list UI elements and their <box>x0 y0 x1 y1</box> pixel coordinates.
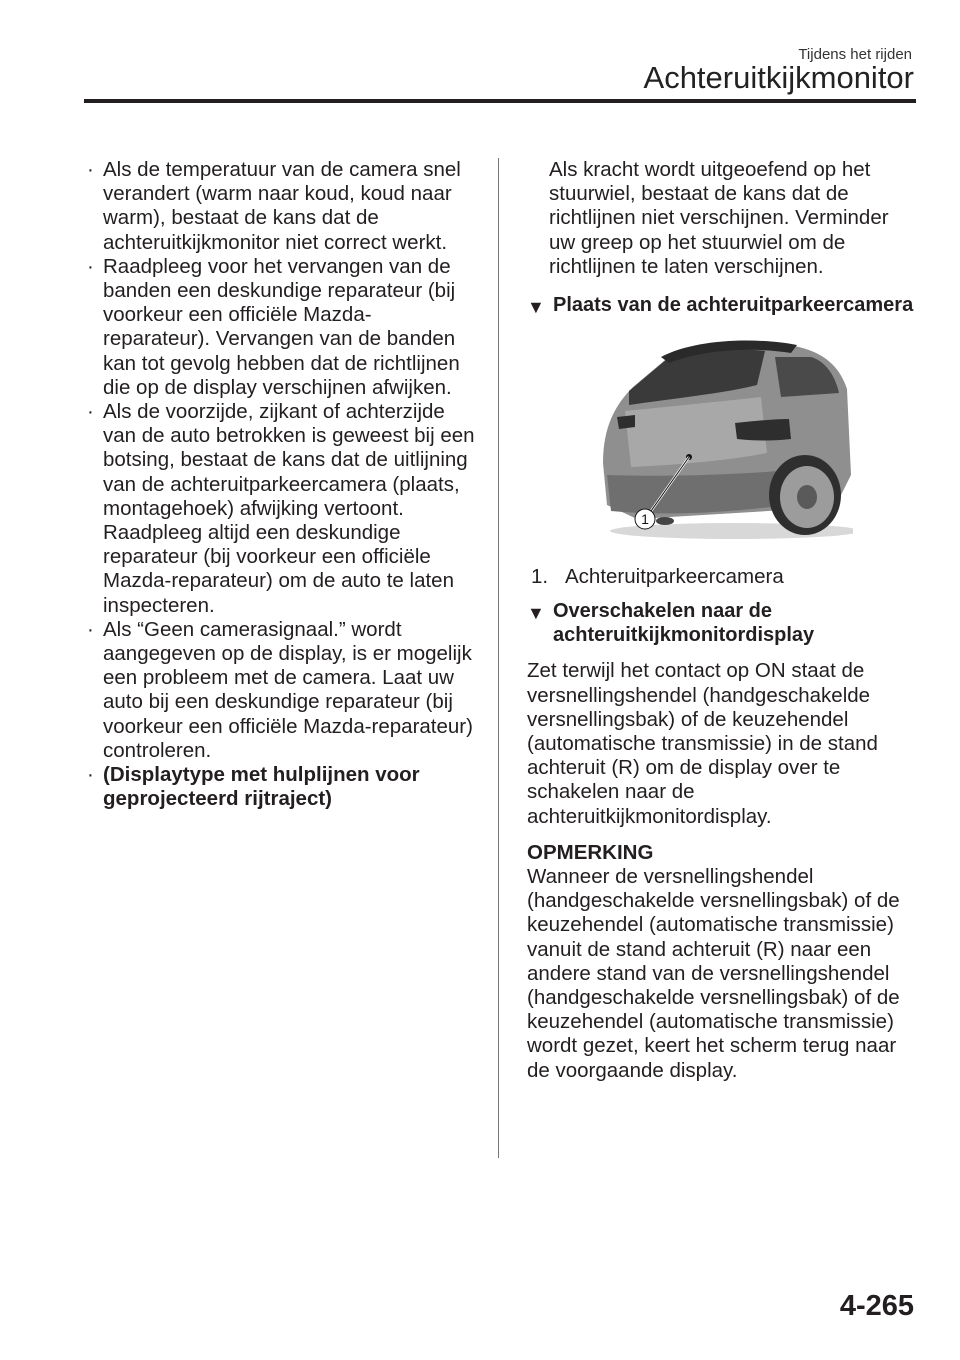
bullet-dot-icon: · <box>87 400 94 424</box>
section-heading-text: Overschakelen naar de achteruitkijkmonitordisplay <box>553 600 815 647</box>
column-divider <box>498 158 499 1158</box>
header-section: Tijdens het rijden <box>798 46 912 63</box>
triangle-marker-icon: ▼ <box>527 603 545 624</box>
bullet-dot-icon: · <box>87 254 94 278</box>
list-item-text: Als “Geen camerasignaal.” wordt aangegeven op de display, is er mogelijk een probleem met de camera. Laat uw auto bij een deskundige reparateur (bij voorkeur een officiële Mazda-reparateur) controleren. <box>103 617 473 762</box>
list-item <box>75 158 475 255</box>
car-rear-camera-illustration <box>585 335 853 545</box>
triangle-marker-icon: ▼ <box>527 297 545 318</box>
list-item-text-bold: (Displaytype met hulplijnen voor geprojecteerd rijtraject) <box>103 763 420 811</box>
caption-text: Achteruitparkeercamera <box>565 565 784 589</box>
list-item-text: Als de voorzijde, zijkant of achterzijde van de auto betrokken is geweest bij een botsing, bestaat de kans dat de uitlijning van de achteruitparkeercamera (plaats, montagehoek) afwijking vertoont. Raadpleeg altijd een deskundige reparateur (bij voorkeur een officiële Mazda-reparateur) om de auto te laten inspecteren. <box>103 400 475 617</box>
section-heading <box>527 599 917 647</box>
bullet-dot-icon: · <box>87 763 94 787</box>
bullet-dot-icon: · <box>87 617 94 641</box>
figure-caption <box>527 565 917 589</box>
list-item-text: Raadpleeg voor het vervangen van de banden een deskundige reparateur (bij voorkeur een officiële Mazda-reparateur). Vervangen van de banden kan tot gevolg hebben dat de richtlijnen die op de display verschijnen afwijken. <box>103 254 460 399</box>
note-title: OPMERKING <box>527 840 654 864</box>
figure-callout: 1 <box>641 511 649 528</box>
intro-paragraph: Als kracht wordt uitgeoefend op het stuurwiel, bestaat de kans dat de richtlijnen niet verschijnen. Verminder uw greep op het stuurwiel om de richtlijnen te laten verschijnen. <box>549 158 889 278</box>
bullet-list <box>75 158 475 811</box>
page-title: Achteruitkijkmonitor <box>643 60 914 95</box>
list-item-text: Als de temperatuur van de camera snel verandert (warm naar koud, koud naar warm), bestaat de kans dat de achteruitkijkmonitor niet correct werkt. <box>103 158 461 254</box>
section-heading <box>527 293 917 317</box>
caption-number: 1. <box>531 565 549 589</box>
section-heading-text: Plaats van de achteruitparkeercamera <box>553 294 914 317</box>
right-column <box>527 158 917 1083</box>
list-item <box>75 400 475 618</box>
left-column <box>75 158 475 811</box>
page-number: 4-265 <box>839 1290 914 1322</box>
note-text: Wanneer de versnellingshendel (handgeschakelde versnellingsbak) of de keuzehendel (automatische transmissie) vanuit de stand achteruit (R) naar een andere stand van de versnellingshendel (handgeschakelde versnellingsbak) of de keuzehendel (automatische transmissie) wordt gezet, keert het scherm terug naar de voorgaande display. <box>527 865 900 1082</box>
list-item <box>75 255 475 400</box>
list-item <box>75 618 475 763</box>
header-rule <box>84 99 916 103</box>
body-paragraph: Zet terwijl het contact op ON staat de versnellingshendel (handgeschakelde versnellingsbak) of de keuzehendel (automatische transmissie) in de stand achteruit (R) om de display over te schakelen naar de achteruitkijkmonitordisplay. <box>527 659 878 828</box>
bullet-dot-icon: · <box>87 158 94 181</box>
list-item <box>75 763 475 811</box>
